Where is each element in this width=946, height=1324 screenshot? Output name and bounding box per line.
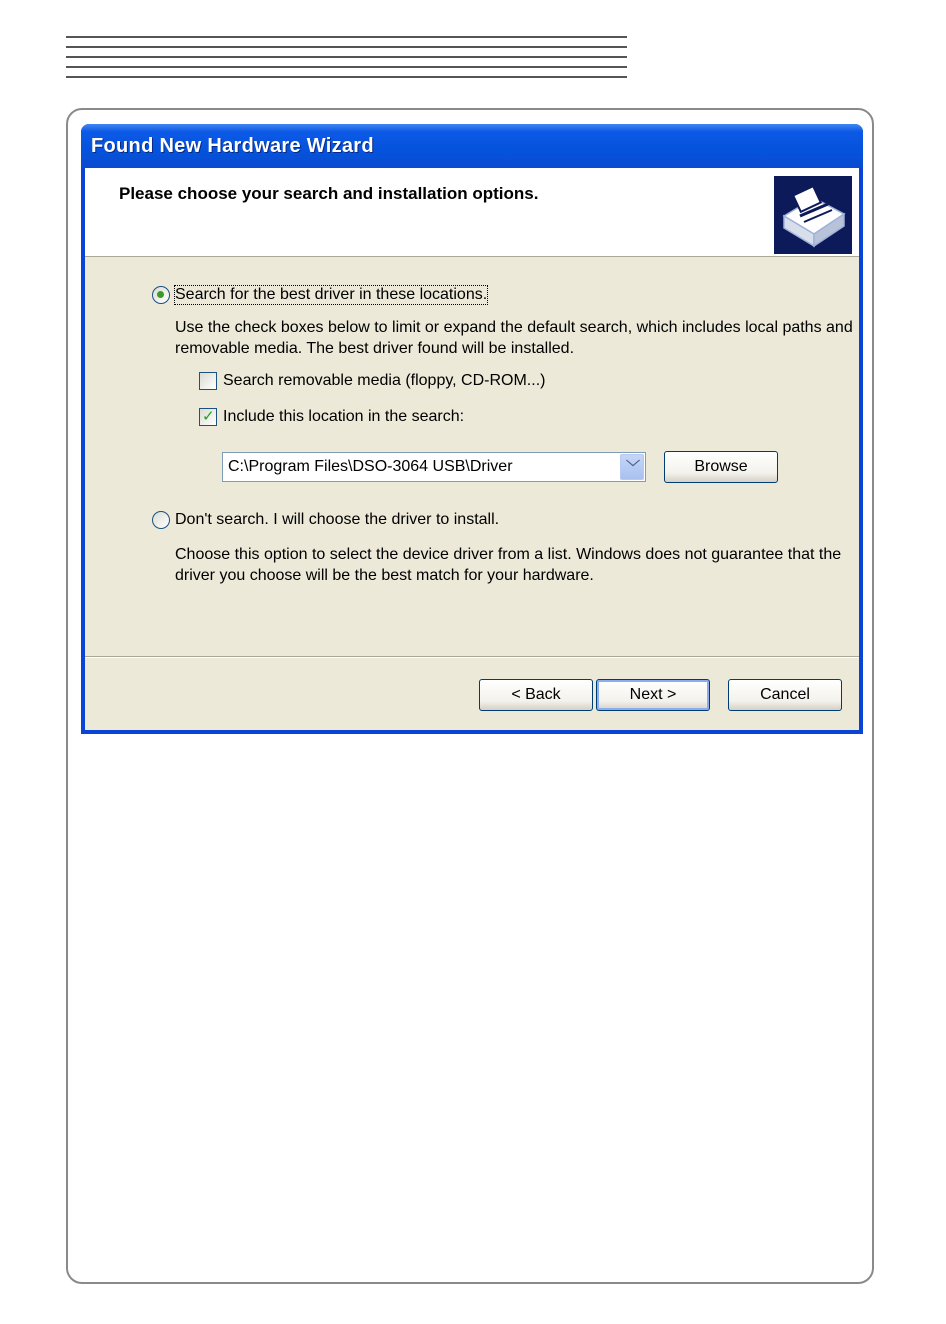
cancel-button[interactable]: Cancel bbox=[728, 679, 842, 711]
next-button[interactable]: Next > bbox=[596, 679, 710, 711]
title-bar[interactable] bbox=[81, 124, 863, 168]
search-option-label[interactable]: Search for the best driver in these locations. bbox=[175, 286, 488, 303]
removable-media-label[interactable]: Search removable media (floppy, CD-ROM...) bbox=[223, 372, 546, 389]
banner-heading: Please choose your search and installation options. bbox=[119, 184, 539, 203]
include-location-checkbox[interactable] bbox=[199, 408, 217, 426]
search-option-description: Use the check boxes below to limit or expand the default search, which includes local paths and removable media. The best driver found will be installed. bbox=[175, 319, 853, 357]
dont-search-option-label[interactable]: Don't search. I will choose the driver to install. bbox=[175, 511, 500, 528]
location-value: C:\Program Files\DSO-3064 USB\Driver bbox=[228, 458, 513, 475]
dont-search-radio[interactable] bbox=[152, 511, 170, 529]
chevron-down-icon: ﹀ bbox=[626, 459, 640, 475]
combo-dropdown-button[interactable] bbox=[620, 454, 644, 480]
wizard-banner bbox=[85, 168, 859, 257]
removable-media-checkbox[interactable] bbox=[199, 372, 217, 390]
back-button[interactable]: < Back bbox=[479, 679, 593, 711]
hardware-wizard-icon bbox=[774, 176, 852, 254]
wizard-window bbox=[81, 124, 863, 734]
dont-search-option-description: Choose this option to select the device driver from a list. Windows does not guarantee that the driver you choose will be the best match for your hardware. bbox=[175, 546, 842, 584]
footer-divider bbox=[85, 656, 859, 658]
browse-button[interactable]: Browse bbox=[664, 451, 778, 483]
header-rule-lines bbox=[66, 36, 627, 78]
include-location-label[interactable]: Include this location in the search: bbox=[223, 408, 465, 425]
search-radio[interactable] bbox=[152, 286, 170, 304]
location-combobox[interactable] bbox=[222, 452, 646, 482]
wizard-client-area bbox=[85, 168, 859, 730]
window-title: Found New Hardware Wizard bbox=[91, 135, 374, 157]
checkmark-icon: ✓ bbox=[202, 408, 215, 425]
